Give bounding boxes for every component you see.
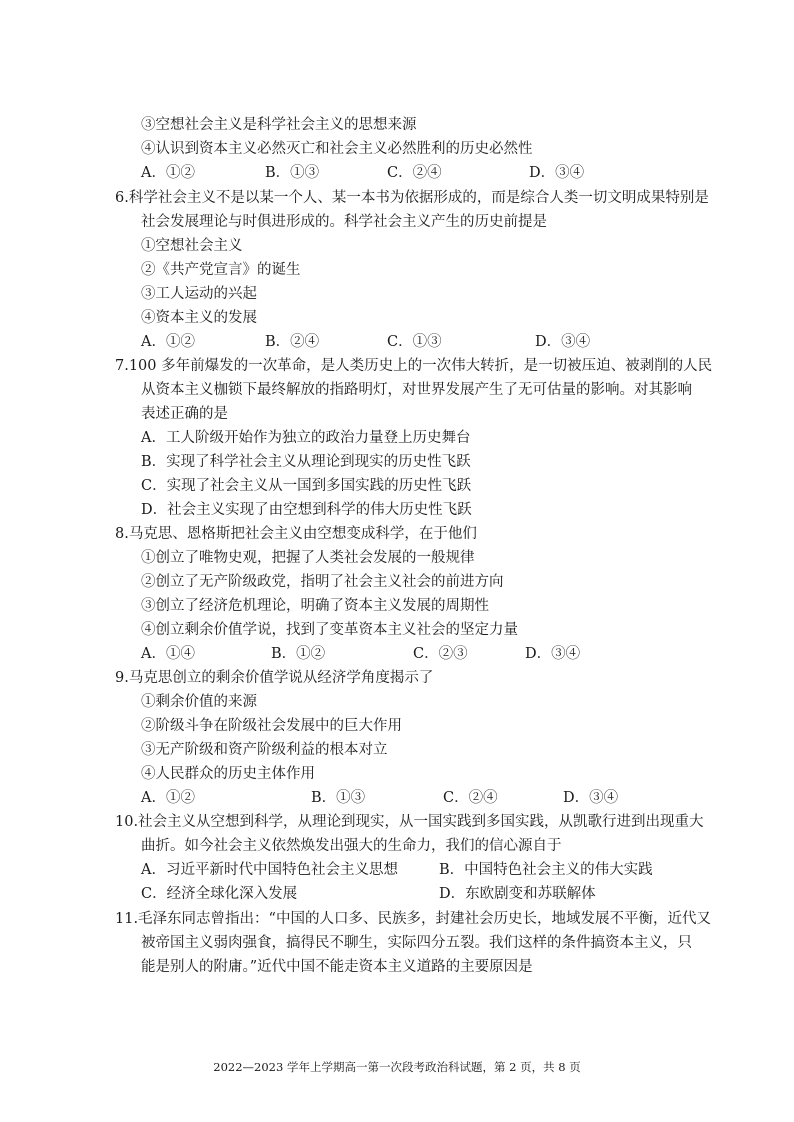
q6-item-4: ④资本主义的发展 xyxy=(141,310,257,326)
q6-option-a: A．①② xyxy=(141,334,195,350)
q7-option-c: C．实现了社会主义从一国到多国实践的历史性飞跃 xyxy=(141,478,472,494)
q10-option-d: D．东欧剧变和苏联解体 xyxy=(439,886,596,902)
q8-item-4: ④创立剩余价值学说，找到了变革资本主义社会的坚定力量 xyxy=(141,622,518,638)
q5-option-c: C．②④ xyxy=(387,165,442,181)
q5-option-b: B．①③ xyxy=(265,165,320,181)
q8-option-b: B．①② xyxy=(271,646,326,662)
q6-item-3: ③工人运动的兴起 xyxy=(141,286,257,302)
q6-item-1: ①空想社会主义 xyxy=(141,238,243,254)
q6-stem-line-1: 6.科学社会主义不是以某一个人、某一本书为依据形成的，而是综合人类一切文明成果特别是 xyxy=(115,190,709,206)
q6-option-c: C．①③ xyxy=(387,334,442,350)
q10-option-b: B．中国特色社会主义的伟大实践 xyxy=(439,862,653,878)
q10-stem-line-2: 曲折。如今社会主义依然焕发出强大的生命力，我们的信心源自于 xyxy=(141,838,562,854)
q9-stem: 9.马克思创立的剩余价值学说从经济学角度揭示了 xyxy=(115,670,434,686)
q6-option-d: D．③④ xyxy=(535,334,591,350)
q7-stem-line-1: 7.100 多年前爆发的一次革命，是人类历史上的一次伟大转折，是一切被压迫、被剥削的人民 xyxy=(115,358,713,374)
q6-option-b: B．②④ xyxy=(265,334,320,350)
q7-stem-line-3: 表述正确的是 xyxy=(141,406,228,422)
q9-item-1: ①剩余价值的来源 xyxy=(141,694,257,710)
q5-item-4: ④认识到资本主义必然灭亡和社会主义必然胜利的历史必然性 xyxy=(141,141,533,157)
page-footer: 2022—2023 学年上学期高一第一次段考政治科试题，第 2 页，共 8 页 xyxy=(213,1060,581,1074)
q9-item-3: ③无产阶级和资产阶级利益的根本对立 xyxy=(141,742,388,758)
q10-option-a: A．习近平新时代中国特色社会主义思想 xyxy=(141,862,398,878)
q7-option-d: D．社会主义实现了由空想到科学的伟大历史性飞跃 xyxy=(141,502,472,518)
q9-item-2: ②阶级斗争在阶级社会发展中的巨大作用 xyxy=(141,718,402,734)
q9-option-d: D．③④ xyxy=(563,790,619,806)
q5-item-3: ③空想社会主义是科学社会主义的思想来源 xyxy=(141,117,417,133)
q11-stem-line-1: 11.毛泽东同志曾指出：“中国的人口多、民族多，封建社会历史长，地域发展不平衡，近代又 xyxy=(115,911,711,927)
q8-option-d: D．③④ xyxy=(525,646,581,662)
q7-option-a: A．工人阶级开始作为独立的政治力量登上历史舞台 xyxy=(141,430,471,446)
q8-item-3: ③创立了经济危机理论，明确了资本主义发展的周期性 xyxy=(141,598,489,614)
q8-stem: 8.马克思、恩格斯把社会主义由空想变成科学，在于他们 xyxy=(115,526,477,542)
q8-option-c: C．②③ xyxy=(413,646,468,662)
q9-option-a: A．①② xyxy=(141,790,195,806)
q10-stem-line-1: 10.社会主义从空想到科学，从理论到现实，从一国实践到多国实践，从凯歌行进到出现重大 xyxy=(115,814,704,830)
q7-stem-line-2: 从资本主义枷锁下最终解放的指路明灯，对世界发展产生了无可估量的影响。对其影响 xyxy=(141,382,692,398)
q7-option-b: B．实现了科学社会主义从理论到现实的历史性飞跃 xyxy=(141,454,471,470)
q11-stem-line-2: 被帝国主义弱肉强食，搞得民不聊生，实际四分五裂。我们这样的条件搞资本主义，只 xyxy=(141,935,692,951)
q5-option-d: D．③④ xyxy=(529,165,585,181)
q8-item-1: ①创立了唯物史观，把握了人类社会发展的一般规律 xyxy=(141,550,475,566)
q5-option-a: A．①② xyxy=(141,165,195,181)
q6-item-2: ②《共产党宣言》的诞生 xyxy=(141,262,301,278)
q8-option-a: A．①④ xyxy=(141,646,195,662)
q8-item-2: ②创立了无产阶级政党，指明了社会主义社会的前进方向 xyxy=(141,574,504,590)
q9-option-c: C．②④ xyxy=(443,790,498,806)
q10-option-c: C．经济全球化深入发展 xyxy=(141,886,298,902)
q11-stem-line-3: 能是别人的附庸。”近代中国不能走资本主义道路的主要原因是 xyxy=(141,959,533,975)
q9-option-b: B．①③ xyxy=(311,790,366,806)
q9-item-4: ④人民群众的历史主体作用 xyxy=(141,766,315,782)
q6-stem-line-2: 社会发展理论与时俱进形成的。科学社会主义产生的历史前提是 xyxy=(141,214,547,230)
